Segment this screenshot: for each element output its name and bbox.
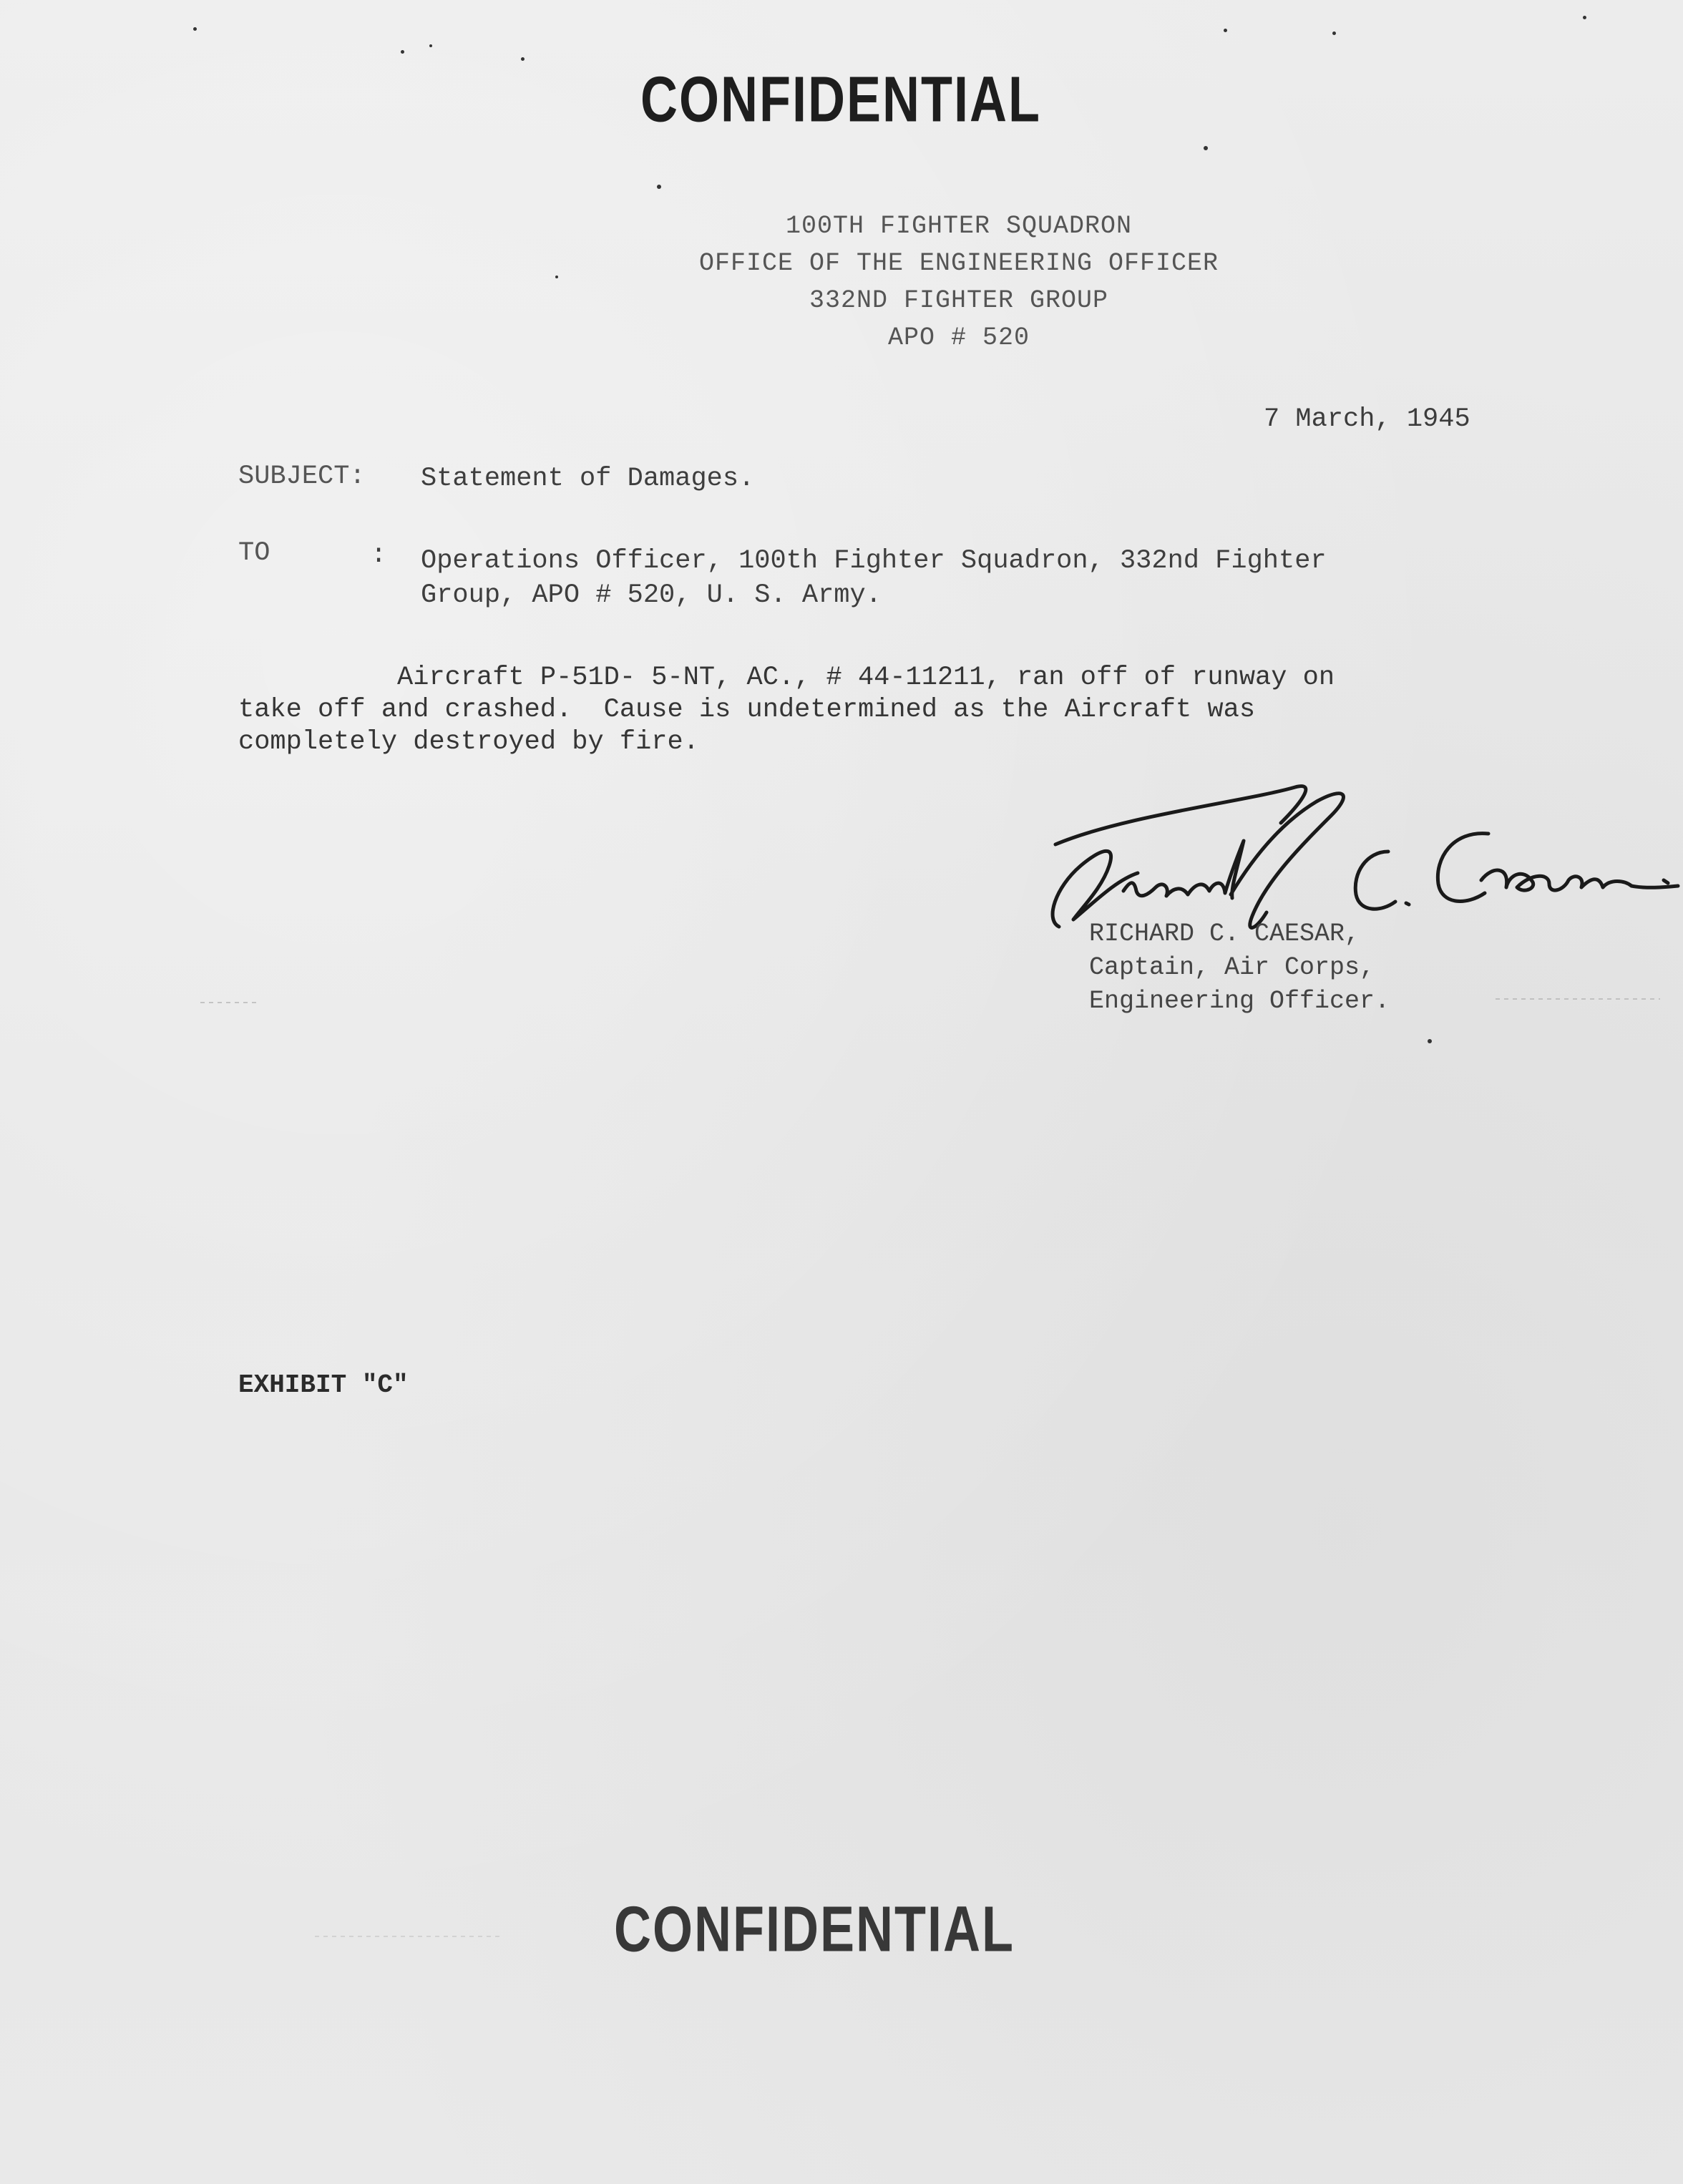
dust-speck: [1332, 31, 1336, 35]
to-label: TO: [238, 538, 270, 568]
body-paragraph: Aircraft P-51D- 5-NT, AC., # 44-11211, ran off of runway on take off and crashed. Cause is undetermined as the Aircraft was completely destroyed by fire.: [238, 663, 1335, 757]
to-recipient: [421, 544, 1327, 613]
dust-speck: [429, 44, 432, 47]
dust-speck: [521, 57, 525, 61]
letterhead-apo: APO # 520: [887, 323, 1030, 352]
document-date: 7 March, 1945: [1264, 404, 1470, 434]
letterhead: [501, 208, 1417, 356]
subject-label: SUBJECT:: [238, 462, 366, 492]
confidential-stamp-top: CONFIDENTIAL: [640, 64, 1041, 136]
letterhead-office: OFFICE OF THE ENGINEERING OFFICER: [698, 249, 1219, 278]
dust-speck: [1224, 29, 1227, 32]
dust-speck: [1428, 1039, 1432, 1043]
signature-block: [1089, 917, 1390, 1018]
dust-speck: [1583, 16, 1586, 19]
faint-line: [200, 1002, 258, 1003]
confidential-stamp-bottom: CONFIDENTIAL: [614, 1893, 1015, 1966]
signer-title: Engineering Officer.: [1089, 987, 1390, 1015]
dust-speck: [401, 50, 404, 54]
dust-speck: [193, 27, 197, 31]
signer-rank: Captain, Air Corps,: [1089, 953, 1375, 982]
to-recipient-line1: Operations Officer, 100th Fighter Squadron, 332nd Fighter: [421, 546, 1327, 576]
signer-name: RICHARD C. CAESAR,: [1089, 920, 1360, 948]
faint-line: [315, 1936, 501, 1937]
exhibit-label: EXHIBIT "C": [238, 1370, 409, 1400]
dust-speck: [1204, 146, 1208, 150]
to-recipient-line2: Group, APO # 520, U. S. Army.: [421, 580, 882, 610]
letterhead-squadron: 100TH FIGHTER SQUADRON: [785, 212, 1133, 240]
subject-value: Statement of Damages.: [421, 464, 755, 494]
to-colon: :: [371, 540, 387, 570]
dust-speck: [657, 185, 661, 189]
letterhead-group: 332ND FIGHTER GROUP: [809, 286, 1109, 315]
faint-line: [1496, 998, 1660, 1000]
